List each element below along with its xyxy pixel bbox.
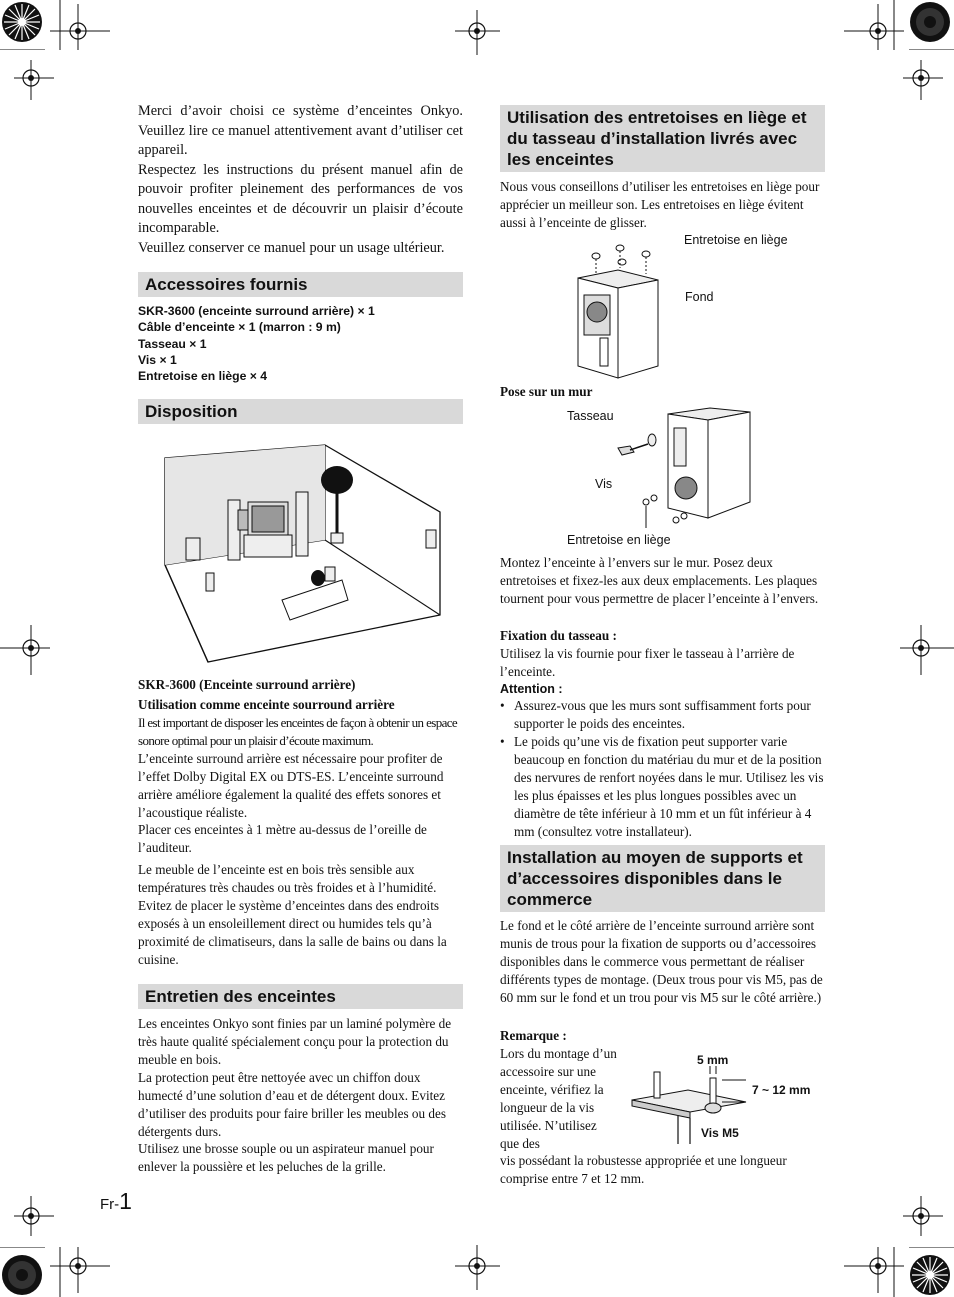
remark-text: Lors du montage d’un accessoire sur une enceinte, vérifiez la longueur de la vis utilisée. N’utilisez que des — [500, 1046, 617, 1151]
bracket-fix-text: Utilisez la vis fournie pour fixer le tasseau à l’arrière de l’enceinte. — [500, 646, 795, 679]
intro-paragraph-3: Veuillez conserver ce manuel pour un usage ultérieur. — [138, 239, 445, 256]
accessory-item: Tasseau × 1 — [138, 336, 207, 351]
bracket-fix-title: Fixation du tasseau : — [500, 628, 617, 643]
disposition-paragraph-4: Le meuble de l’enceinte est en bois très sensible aux températures très chaudes ou très froides et à l’humidité. Evitez de placer le système d’enceintes dans des endroits exposés à un ensoleillement direct ou humides tels qu’à proximité de climatiseurs, dans la salle de bains ou dans la cuisine. — [138, 862, 447, 967]
attention-list — [500, 697, 825, 841]
cork-pads-illustration — [570, 240, 675, 380]
label-cork-pad-2: Entretoise en liège — [567, 533, 671, 547]
maintenance-paragraph-1: Les enceintes Onkyo sont finies par un laminé polymère de très haute qualité spécialement conçu pour la protection du meuble en bois. — [138, 1016, 452, 1067]
section-heading-disposition: Disposition — [138, 399, 463, 424]
registration-mark-top-left — [0, 0, 130, 50]
disposition-paragraph-2: L’enceinte surround arrière est nécessaire pour profiter de l’effet Dolby Digital EX ou DTS-ES. L’enceinte surround arrière améliore également la qualité des effets sonores et l’acoustique réaliste. — [138, 751, 444, 820]
wall-mount-title: Pose sur un mur — [500, 384, 593, 399]
accessory-item: SKR-3600 (enceinte surround arrière) × 1 — [138, 304, 375, 318]
registration-mark-right-middle — [900, 625, 954, 675]
maintenance-paragraph-2: La protection peut être nettoyée avec un chiffon doux humecté d’une solution d’eau et de détergent doux. Evitez d’utiliser des produits pour faire briller les meubles ou des détergents durs. — [138, 1070, 447, 1139]
intro-paragraph-1: Merci d’avoir choisi ce système d’enceintes Onkyo. Veuillez lire ce manuel attentivement avant d’utiliser cet appareil. — [138, 103, 463, 158]
intro-paragraph-2: Respectez les instructions du présent manuel afin de pouvoir profiter pleinement des performances de vos nouvelles enceintes et de découvrir un plaisir d’écoute incomparable. — [138, 161, 463, 236]
accessory-item: Vis × 1 — [138, 352, 177, 367]
section-heading-maintenance: Entretien des enceintes — [138, 984, 463, 1009]
remark-text-bottom: vis possédant la robustesse appropriée et une longueur comprise entre 7 et 12 mm. — [500, 1153, 787, 1186]
disposition-paragraph-3: Placer ces enceintes à 1 mètre au-dessus de l’oreille de l’auditeur. — [138, 822, 427, 855]
registration-mark-top-center — [455, 10, 500, 55]
section-heading-install: Installation au moyen de supports et d’accessoires disponibles dans le commerce — [500, 845, 825, 912]
label-m5-screw: Vis M5 — [701, 1126, 739, 1140]
label-screw-length: 7 ~ 12 mm — [752, 1083, 811, 1097]
registration-mark-bottom-right — [824, 1247, 954, 1297]
page-number — [100, 1188, 132, 1215]
accessory-item: Entretoise en liège × 4 — [138, 369, 268, 384]
remark-title: Remarque : — [500, 1028, 567, 1043]
cork-paragraph-1: Nous vous conseillons d’utiliser les entretoises en liège pour apprécier un meilleur son. Les entretoises en liège évitent aussi à l’enceinte de glisser. — [500, 179, 820, 230]
skr-caption: SKR-3600 (Enceinte surround arrière) — [138, 677, 356, 692]
label-screw: Vis — [595, 477, 613, 491]
registration-mark-left-middle — [0, 625, 50, 675]
registration-mark-left-lower — [14, 1196, 54, 1236]
disposition-paragraph-1: Il est important de disposer les enceintes de façon à obtenir un espace sonore optimal pour un plaisir d’écoute maximum. — [138, 715, 458, 748]
section-heading-accessories: Accessoires fournis — [138, 272, 463, 297]
section-heading-cork: Utilisation des entretoises en liège et du tasseau d’installation livrés avec les enceintes — [500, 105, 825, 172]
install-paragraph: Le fond et le côté arrière de l’enceinte surround arrière sont munis de trous pour la fixation de supports ou d’accessoires disponibles dans le commerce vous permettant de réaliser différents types de montage. (Deux trous pour vis M5, pas de 60 mm sur le fond et un trou pour vis M5 sur le côté arrière.) — [500, 918, 823, 1005]
cork-paragraph-2: Montez l’enceinte à l’envers sur le mur. Posez deux entretoises et fixez-les aux deux emplacements. Les plaques tournent pour vous permettre de placer l’enceinte à l’envers. — [500, 555, 819, 606]
page-number-prefix: Fr- — [100, 1196, 120, 1213]
label-bracket: Tasseau — [567, 409, 614, 423]
label-cork-pad: Entretoise en liège — [684, 233, 788, 247]
accessories-list — [138, 303, 463, 384]
registration-mark-left-upper — [14, 60, 54, 100]
accessory-item: Câble d’enceinte × 1 (marron : 9 m) — [138, 320, 341, 335]
intro-text — [138, 102, 463, 258]
room-layout-illustration — [160, 440, 450, 670]
maintenance-paragraph-3: Utilisez une brosse souple ou un aspirateur manuel pour enlever la poussière et les peluches de la grille. — [138, 1141, 434, 1174]
registration-mark-right-upper — [903, 60, 943, 100]
label-5mm: 5 mm — [697, 1053, 729, 1067]
attention-item: • Assurez-vous que les murs sont suffisamment forts pour supporter le poids des enceintes. — [500, 697, 825, 733]
registration-mark-bottom-center — [455, 1245, 500, 1290]
registration-mark-bottom-left — [0, 1247, 130, 1297]
label-bottom: Fond — [685, 290, 714, 304]
registration-mark-top-right — [824, 0, 954, 50]
usage-subheading: Utilisation comme enceinte sourround arrière — [138, 697, 395, 712]
attention-item: • Le poids qu’une vis de fixation peut supporter varie beaucoup en fonction du matériau du mur et de la position des nervures de renfort noyées dans le mur. Utilisez les vis les plus épaisses et les plus longues possibles avec un diamètre de tête inférieur à 10 mm et un fût inférieur à 4 mm (consultez votre installateur). — [500, 733, 825, 841]
wall-mount-illustration — [600, 400, 760, 530]
registration-mark-right-lower — [903, 1196, 943, 1236]
attention-label: Attention : — [500, 682, 563, 696]
page-number-value: 1 — [119, 1188, 132, 1214]
